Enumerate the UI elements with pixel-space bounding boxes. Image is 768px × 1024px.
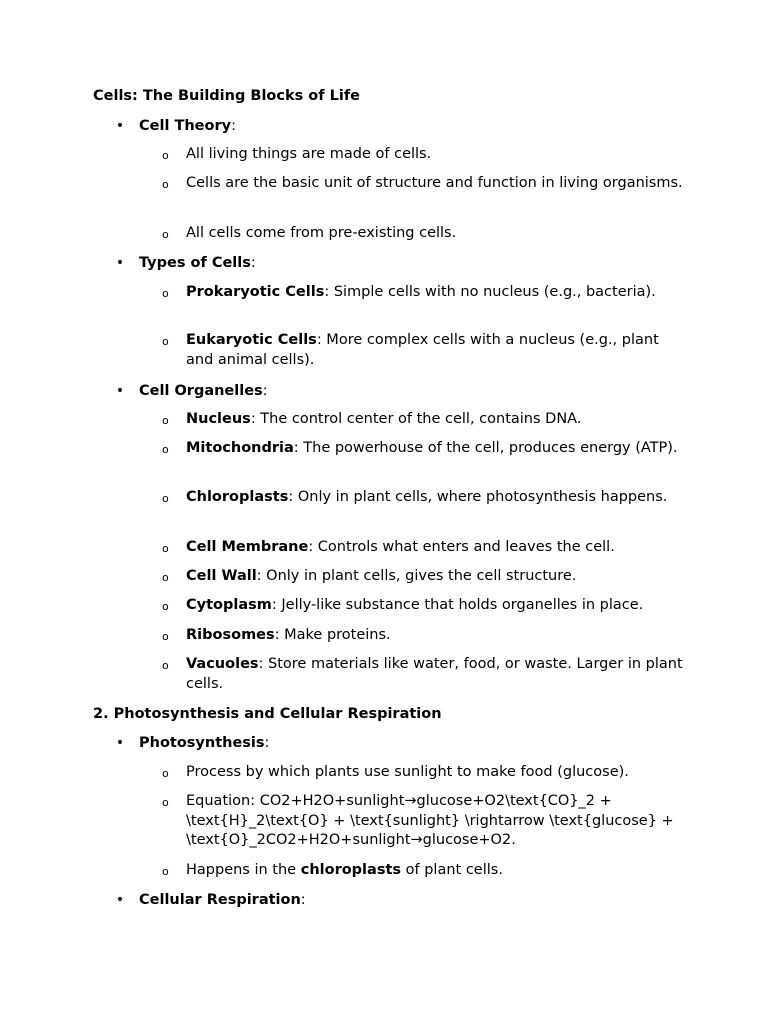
list-item-cell-organelles [115, 381, 268, 401]
sub-item-text-before: Happens in the [186, 862, 301, 878]
bullet-circle: o [162, 571, 169, 584]
sub-item-text: All cells come from pre-existing cells. [186, 225, 457, 241]
sub-item [162, 626, 686, 646]
sub-item-text: : Simple cells with no nucleus (e.g., bacteria). [324, 284, 656, 300]
sub-item-text: : More complex cells with a nucleus (e.g., plant and animal cells). [186, 332, 659, 368]
bullet-circle: o [162, 542, 169, 555]
bullet-dot: • [115, 255, 125, 271]
sub-item-text: : The powerhouse of the cell, produces energy (ATP). [293, 440, 678, 456]
bullet-circle: o [162, 659, 169, 672]
sub-item-text: Process by which plants use sunlight to make food (glucose). [186, 764, 629, 780]
bullet-dot: • [115, 735, 125, 751]
sub-item-text: of plant cells. [401, 862, 503, 878]
bullet-circle: o [162, 287, 169, 300]
item-label: Cellular Respiration [139, 892, 301, 908]
sub-item-term: Vacuoles [186, 656, 259, 672]
item-suffix: : [250, 255, 256, 271]
sub-item [162, 763, 686, 783]
sub-item-term: Cell Wall [186, 568, 257, 584]
sub-item [162, 655, 686, 694]
bullet-dot: • [115, 892, 125, 908]
sub-item-term: Prokaryotic Cells [186, 284, 325, 300]
sub-item-term: Cytoplasm [186, 597, 272, 613]
sub-item-term: chloroplasts [300, 862, 402, 878]
sub-item [162, 224, 686, 244]
item-label: Cell Theory [139, 118, 232, 134]
item-suffix: : [262, 383, 268, 399]
item-suffix: : [300, 892, 306, 908]
bullet-circle: o [162, 335, 169, 348]
sub-item [162, 174, 686, 194]
bullet-circle: o [162, 600, 169, 613]
sub-item [162, 861, 686, 881]
sub-item [162, 410, 686, 430]
bullet-circle: o [162, 414, 169, 427]
sub-item [162, 488, 686, 508]
bullet-circle: o [162, 178, 169, 191]
sub-item-term: Chloroplasts [186, 489, 289, 505]
sub-item-text: : Controls what enters and leaves the cell. [308, 539, 615, 555]
item-label: Types of Cells [139, 255, 251, 271]
sub-item-text: : Jelly-like substance that holds organelles in place. [271, 597, 644, 613]
sub-item-text: : Only in plant cells, gives the cell structure. [256, 568, 577, 584]
item-label: Cell Organelles [139, 383, 263, 399]
list-item-photosynthesis [115, 733, 270, 753]
sub-item [162, 145, 686, 165]
bullet-dot: • [115, 118, 125, 134]
bullet-circle: o [162, 767, 169, 780]
sub-item-text: : The control center of the cell, contains DNA. [250, 411, 582, 427]
sub-item [162, 596, 686, 616]
sub-item [162, 283, 686, 303]
sub-item [162, 567, 686, 587]
sub-item-text: Equation: CO2+H2O+sunlight→glucose+O2\text{CO}_2 + \text{H}_2\text{O} + \text{sunlight} \rightarrow \text{glucose} + \text{O}_2CO2+H2O+sunlight→glucose+O2. [186, 793, 674, 848]
bullet-circle: o [162, 492, 169, 505]
sub-item-term: Mitochondria [186, 440, 294, 456]
sub-item [162, 331, 686, 370]
list-item-types-of-cells [115, 253, 256, 273]
list-item-cell-theory [115, 116, 236, 136]
section-title-photosynthesis: 2. Photosynthesis and Cellular Respiration [93, 706, 442, 722]
item-suffix: : [264, 735, 270, 751]
sub-item-text: Cells are the basic unit of structure and function in living organisms. [186, 175, 683, 191]
item-label: Photosynthesis [139, 735, 265, 751]
list-item-cellular-respiration [115, 890, 306, 910]
bullet-dot: • [115, 383, 125, 399]
bullet-circle: o [162, 149, 169, 162]
sub-item-term: Ribosomes [186, 627, 275, 643]
bullet-circle: o [162, 228, 169, 241]
item-suffix: : [231, 118, 236, 134]
sub-item [162, 439, 686, 459]
section-title-cells: Cells: The Building Blocks of Life [93, 88, 360, 104]
sub-item-term: Eukaryotic Cells [186, 332, 317, 348]
sub-item-text: : Only in plant cells, where photosynthesis happens. [288, 489, 668, 505]
sub-item-equation [162, 792, 686, 851]
sub-item-text: : Store materials like water, food, or waste. Larger in plant cells. [186, 656, 683, 692]
bullet-circle: o [162, 630, 169, 643]
sub-item-term: Nucleus [186, 411, 251, 427]
bullet-circle: o [162, 796, 169, 809]
sub-item-text: : Make proteins. [274, 627, 391, 643]
sub-item-text: All living things are made of cells. [186, 146, 432, 162]
bullet-circle: o [162, 865, 169, 878]
bullet-circle: o [162, 443, 169, 456]
sub-item-term: Cell Membrane [186, 539, 309, 555]
sub-item [162, 538, 686, 558]
